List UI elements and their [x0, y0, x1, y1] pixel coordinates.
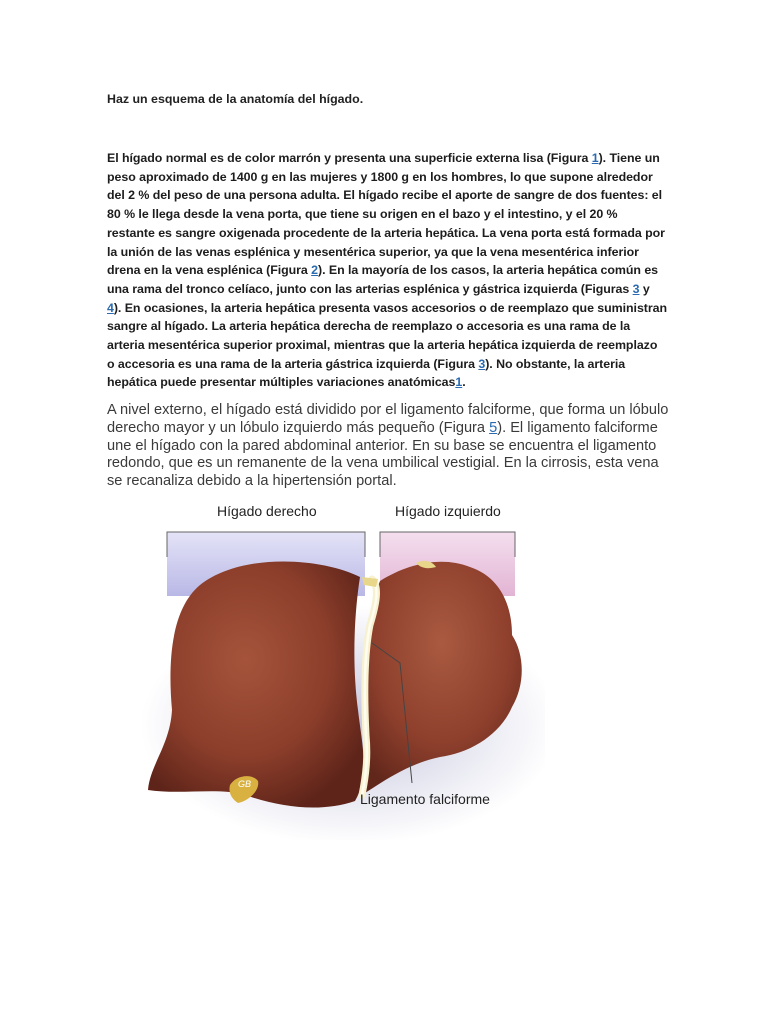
figure-reference-link[interactable]: 1: [455, 375, 463, 390]
liver-illustration: [140, 495, 545, 840]
paragraph-text-run: ). No obstante, la arteria hepática puede presentar múltiples variaciones anatómicas: [107, 356, 626, 390]
figure-reference-link[interactable]: 2: [311, 263, 318, 278]
paragraph-text-run: ). El ligamento falciforme une el hígado con la pared abdominal anterior. En su base se encuentra el ligamento redondo, que es un remanente de la vena umbilical vestigial. En la cirrosis, esta vena se recanaliza debido a la hipertensión portal.: [107, 419, 659, 490]
paragraph-text-run: ). En la mayoría de los casos, la arteria hepática común es una rama del tronco celíaco, junto con las arterias esplénica y gástrica izquierda (Figuras: [107, 263, 659, 296]
paragraph-text-run: ). En ocasiones, la arteria hepática presenta vasos accesorios o de reemplazo que suministran sangre al hígado. La arteria hepática derecha de reemplazo o accesoria es una rama de la arteria mesentérica superior proximal, mientras que la arteria hepática izquierda de reemplazo o accesoria es una rama de la arteria gástrica izquierda (Figura: [107, 300, 667, 371]
right-liver-label: Hígado derecho: [217, 503, 317, 519]
paragraph-text-run: El hígado normal es de color marrón y presenta una superficie externa lisa (Figura: [107, 151, 592, 165]
left-liver-label: Hígado izquierdo: [395, 503, 501, 519]
liver-anatomy-figure: [140, 495, 545, 840]
paragraph-liver-description: [107, 149, 667, 392]
figure-reference-link[interactable]: 3: [478, 356, 486, 371]
paragraph-external-anatomy: [107, 402, 677, 491]
gallbladder-label: GB: [238, 779, 252, 789]
paragraph-text-run: y: [639, 281, 650, 296]
right-lobe-shape: [148, 561, 364, 807]
figure-reference-link[interactable]: 3: [632, 281, 640, 296]
paragraph-text-run: A nivel externo, el hígado está dividido por el ligamento falciforme, que forma un lóbulo derecho mayor y un lóbulo izquierdo más pequeño (Figura: [107, 402, 669, 436]
figure-reference-link[interactable]: 1: [591, 151, 599, 165]
figure-reference-link[interactable]: 4: [107, 300, 114, 315]
document-heading: Haz un esquema de la anatomía del hígado.: [107, 92, 364, 106]
paragraph-text-run: .: [462, 375, 466, 390]
falciform-ligament-label: Ligamento falciforme: [360, 791, 490, 807]
figure-reference-link[interactable]: 5: [489, 419, 498, 436]
paragraph-text-run: ). Tiene un peso aproximado de 1400 g en las mujeres y 1800 g en los hombres, lo que supone alrededor del 2 % del peso de una persona adulta. El hígado recibe el aporte de sangre de dos fuentes: el 80 % le llega desde la vena porta, que tiene su origen en el bazo y el intestino, y el 20 % restante es sangre oxigenada procedente de la arteria hepática. La vena porta está formada por la unión de las venas esplénica y mesentérica superior, ya que la vena mesentérica inferior drena en la vena esplénica (Figura: [107, 151, 665, 278]
